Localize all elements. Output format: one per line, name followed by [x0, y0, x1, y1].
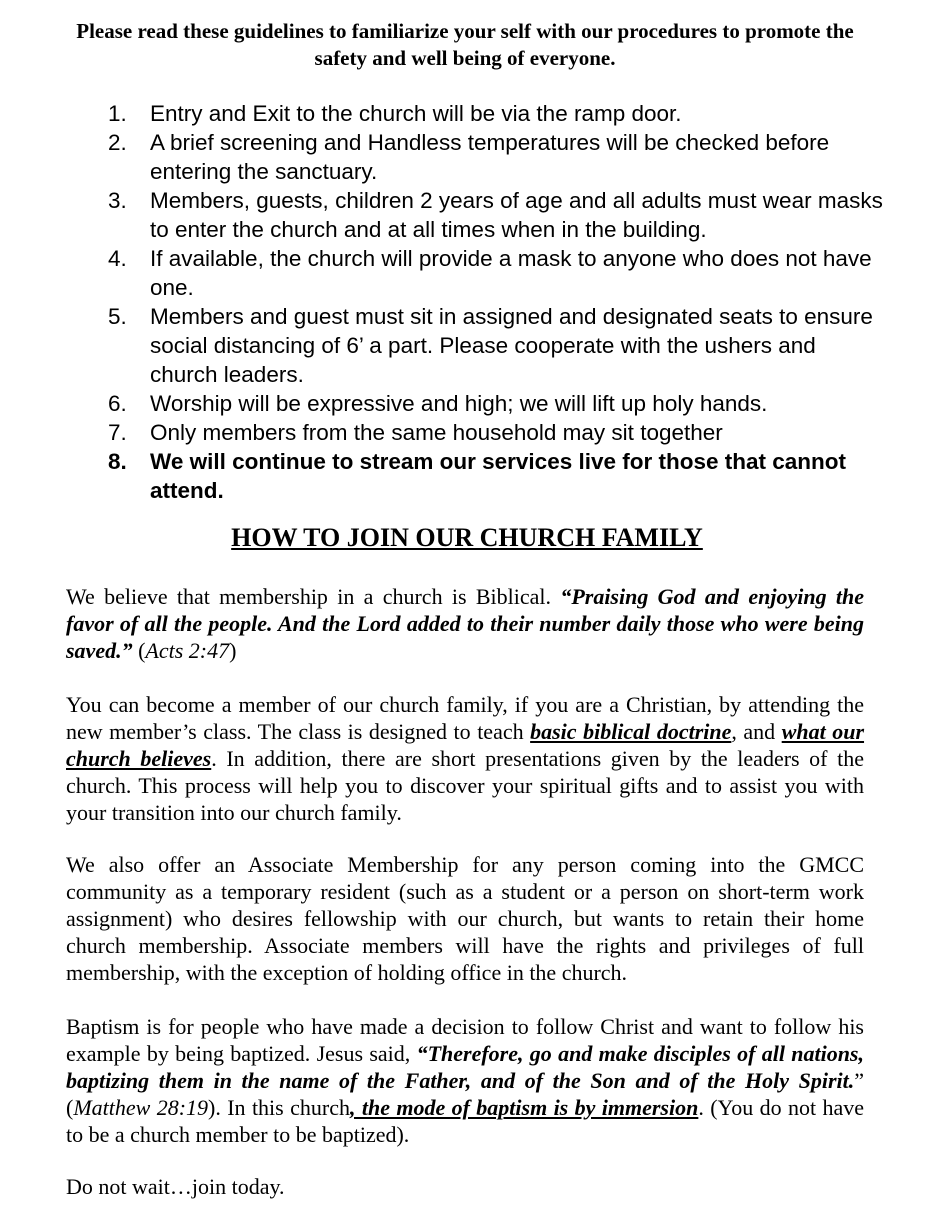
intro-notice: Please read these guidelines to familiarize your self with our procedures to promote the safety and well being of everyone.	[76, 19, 854, 70]
guideline-item	[104, 389, 884, 418]
paragraph-text: . (You do not have to be a church member to be baptized).	[66, 1095, 865, 1147]
paragraph-text: You can become a member of our church family, if you are a Christian, by attending the new member’s class. The class is designed to teach	[66, 692, 864, 744]
guideline-text: Worship will be expressive and high; we will lift up holy hands.	[150, 391, 768, 416]
baptism-paragraph	[66, 1013, 864, 1148]
scripture-reference: Matthew 28:19	[73, 1095, 209, 1120]
guideline-number: 4.	[108, 246, 127, 271]
emphasis-text: , the mode of baptism is by immersion	[349, 1095, 699, 1120]
scripture-reference: Acts 2:47	[145, 638, 230, 663]
guideline-item	[104, 244, 884, 302]
paragraph-text: , and	[731, 719, 782, 744]
guideline-item	[104, 128, 884, 186]
guideline-item	[104, 418, 884, 447]
guideline-text: Members, guests, children 2 years of age and all adults must wear masks to enter the church and at all times when in the building.	[150, 188, 883, 242]
associate-membership-paragraph: We also offer an Associate Membership for any person coming into the GMCC community as a temporary resident (such as a student or a person on short-term work assignment) who desires fellowship with our church, but wants to retain their home church membership. Associate members will have the rights and privileges of full membership, with the exception of holding office in the church.	[66, 852, 864, 985]
guideline-item	[104, 447, 884, 505]
guideline-number: 6.	[108, 391, 127, 416]
paragraph-text: . In addition, there are short presentations given by the leaders of the church. This process will help you to discover your spiritual gifts and to assist you with your transition into our church family.	[66, 746, 864, 825]
guideline-number: 2.	[108, 130, 127, 155]
guideline-item	[104, 186, 884, 244]
guideline-text: Members and guest must sit in assigned and designated seats to ensure social distancing of 6’ a part. Please cooperate with the ushers and church leaders.	[150, 304, 873, 387]
guideline-text: A brief screening and Handless temperatures will be checked before entering the sanctuary.	[150, 130, 830, 184]
paragraph-text: )	[229, 638, 237, 663]
guideline-number: 7.	[108, 420, 127, 445]
guideline-number: 8.	[108, 449, 127, 474]
guideline-number: 3.	[108, 188, 127, 213]
new-member-paragraph	[66, 691, 864, 826]
guideline-text: If available, the church will provide a mask to anyone who does not have one.	[150, 246, 872, 300]
section-heading-text: HOW TO JOIN OUR CHURCH FAMILY	[231, 523, 703, 552]
guideline-text: Only members from the same household may sit together	[150, 420, 723, 445]
paragraph-text: We believe that membership in a church is Biblical.	[66, 584, 561, 609]
paragraph-text: (	[132, 638, 146, 663]
guideline-text: Entry and Exit to the church will be via the ramp door.	[150, 101, 682, 126]
paragraph-text: ” (	[66, 1068, 864, 1120]
emphasis-text: what our church believes	[66, 719, 865, 771]
guideline-number: 5.	[108, 304, 127, 329]
paragraph-text: Baptism is for people who have made a decision to follow Christ and want to follow his example by being baptized. Jesus said,	[66, 1014, 864, 1066]
paragraph-text: ). In this church	[208, 1095, 350, 1120]
membership-paragraph	[66, 583, 864, 664]
guideline-text: We will continue to stream our services live for those that cannot attend.	[150, 449, 846, 503]
guidelines-list	[104, 99, 884, 505]
guideline-item	[104, 99, 884, 128]
guideline-item	[104, 302, 884, 389]
emphasis-text: basic biblical doctrine	[530, 719, 732, 744]
section-heading	[0, 522, 934, 554]
scripture-quote: “Praising God and enjoying the favor of all the people. And the Lord added to their number daily those who were being saved.”	[66, 584, 865, 663]
guideline-number: 1.	[108, 101, 127, 126]
scripture-quote: “Therefore, go and make disciples of all nations, baptizing them in the name of the Father, and of the Son and of the Holy Spirit.	[66, 1041, 864, 1093]
closing-line: Do not wait…join today.	[66, 1174, 285, 1199]
